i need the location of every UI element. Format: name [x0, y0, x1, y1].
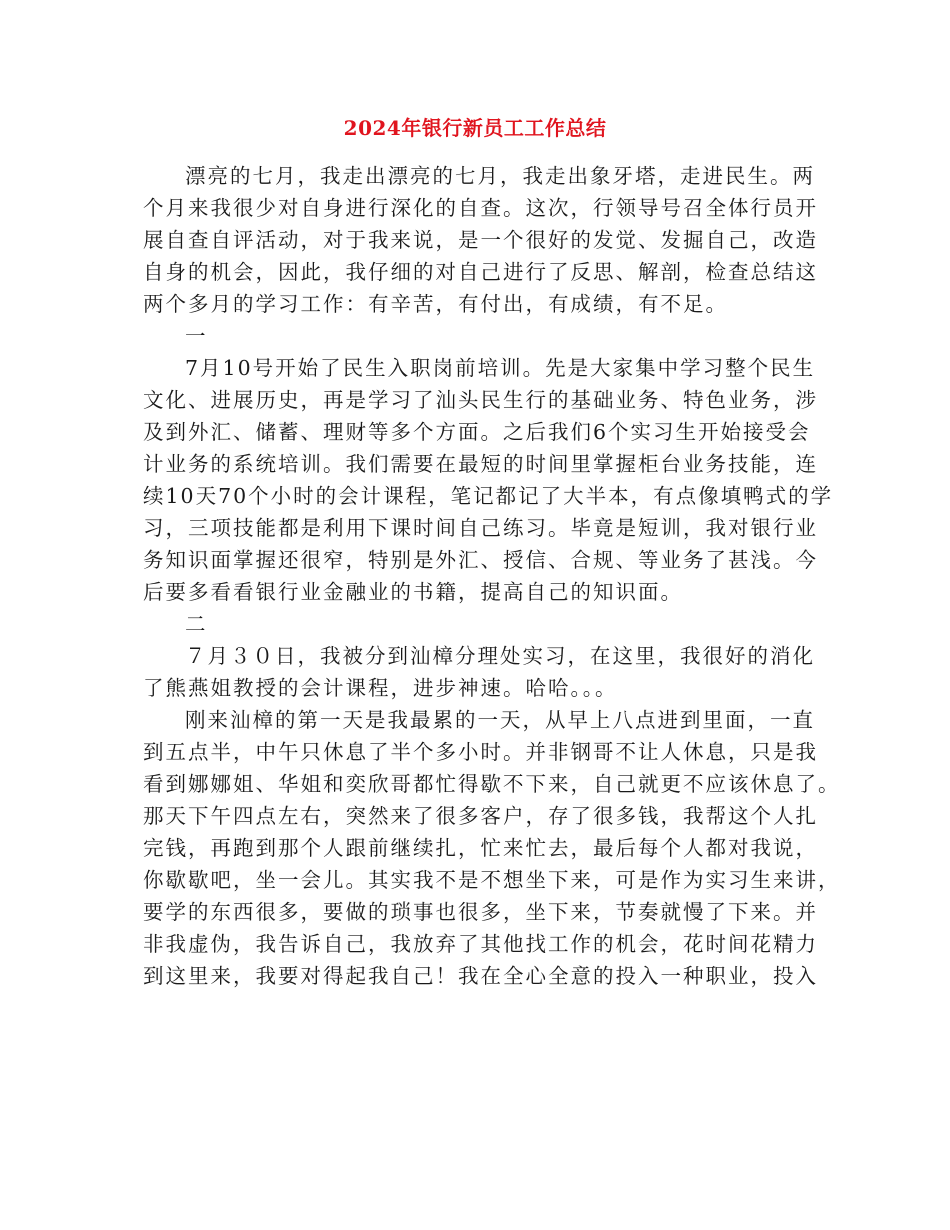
- document-body: [143, 160, 841, 992]
- text-line: ７月３０日，我被分到汕樟分理处实习，在这里，我很好的消化: [185, 644, 815, 668]
- text-line: 看到娜娜姐、华姐和奕欣哥都忙得歇不下来，自己就更不应该休息了。: [143, 772, 841, 796]
- text-line: 展自查自评活动，对于我来说，是一个很好的发觉、发掘自己，改造: [143, 228, 818, 252]
- text-line: 个月来我很少对自身进行深化的自查。这次，行领导号召全体行员开: [143, 196, 818, 220]
- text-line: 到这里来，我要对得起我自己！我在全心全意的投入一种职业，投入: [143, 964, 818, 988]
- text-line: 刚来汕樟的第一天是我最累的一天，从早上八点进到里面，一直: [185, 708, 815, 732]
- text-line: 计业务的系统培训。我们需要在最短的时间里掌握柜台业务技能，连: [143, 452, 818, 476]
- text-line: 你歇歇吧，坐一会儿。其实我不是不想坐下来，可是作为实习生来讲，: [143, 868, 841, 892]
- text-line: 非我虚伪，我告诉自己，我放弃了其他找工作的机会，花时间花精力: [143, 932, 818, 956]
- text-line: 续10天70个小时的会计课程，笔记都记了大半本，有点像填鸭式的学: [143, 484, 834, 508]
- text-line: 习，三项技能都是利用下课时间自己练习。毕竟是短训，我对银行业: [143, 516, 818, 540]
- document-title: 2024年银行新员工工作总结: [343, 116, 607, 140]
- text-line: 7月10号开始了民生入职岗前培训。先是大家集中学习整个民生: [185, 356, 816, 380]
- text-line: 一: [185, 324, 208, 348]
- text-line: 二: [185, 612, 208, 636]
- text-line: 及到外汇、储蓄、理财等多个方面。之后我们6个实习生开始接受会: [143, 420, 811, 444]
- text-line: 到五点半，中午只休息了半个多小时。并非钢哥不让人休息，只是我: [143, 740, 818, 764]
- text-line: 后要多看看银行业金融业的书籍，提高自己的知识面。: [143, 580, 683, 604]
- text-line: 两个多月的学习工作：有辛苦，有付出，有成绩，有不足。: [143, 292, 728, 316]
- text-line: 了熊燕姐教授的会计课程，进步神速。哈哈。。。: [143, 676, 618, 700]
- text-line: 完钱，再跑到那个人跟前继续扎，忙来忙去，最后每个人都对我说，: [143, 836, 818, 860]
- text-line: 那天下午四点左右，突然来了很多客户，存了很多钱，我帮这个人扎: [143, 804, 818, 828]
- text-line: 要学的东西很多，要做的琐事也很多，坐下来，节奏就慢了下来。并: [143, 900, 818, 924]
- text-line: 自身的机会，因此，我仔细的对自己进行了反思、解剖，检查总结这: [143, 260, 818, 284]
- text-line: 漂亮的七月，我走出漂亮的七月，我走出象牙塔，走进民生。两: [185, 164, 815, 188]
- text-line: 务知识面掌握还很窄，特别是外汇、授信、合规、等业务了甚浅。今: [143, 548, 818, 572]
- text-line: 文化、进展历史，再是学习了汕头民生行的基础业务、特色业务，涉: [143, 388, 818, 412]
